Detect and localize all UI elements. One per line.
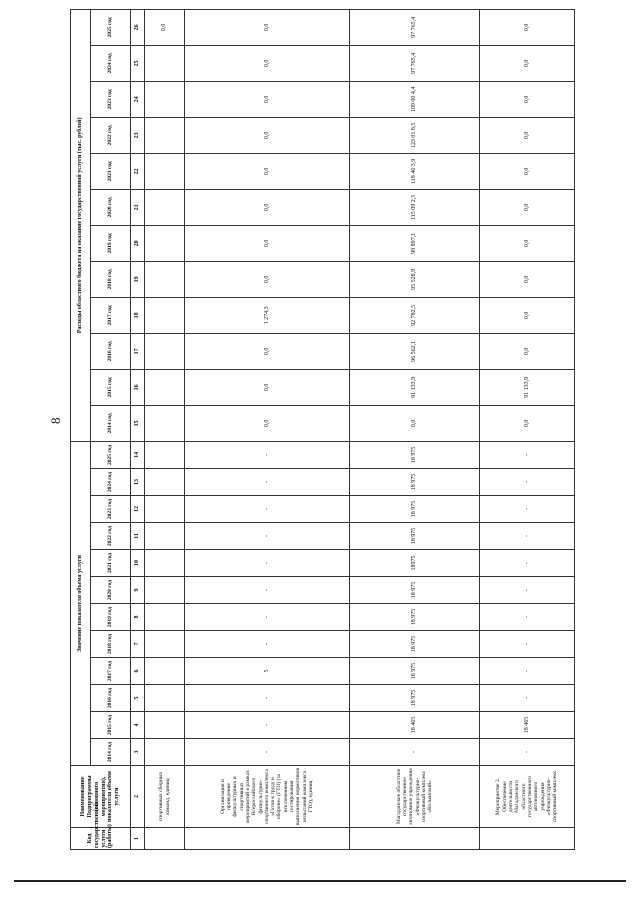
expense-year-header: 2016 год: [91, 333, 131, 369]
volume-cell: -: [185, 712, 350, 739]
volume-cell: [145, 712, 185, 739]
expense-cell: 92 782,5: [350, 297, 480, 333]
expense-cell: [145, 369, 185, 405]
expense-cell: 0,0: [480, 81, 575, 117]
volume-cell: 18 975: [350, 658, 480, 685]
volume-cell: [145, 604, 185, 631]
table-row: [480, 9, 575, 849]
expense-cell: 0,0: [185, 261, 350, 297]
volume-year-header: 2024 год: [91, 469, 131, 496]
expense-year-header: 2021 год: [91, 153, 131, 189]
volume-cell: 5: [185, 658, 350, 685]
volume-year-header: 2020 год: [91, 577, 131, 604]
expense-cell: 0,0: [185, 405, 350, 441]
column-index: 17: [131, 333, 145, 369]
program-name-cell: Организация и проведение физкультурных и спортивных мероприятий в рамках Всероссийского физкультурно-спортивного комплекса «Готов к труду и обороне» (ГТО) (за исключением тестирования выполнения нормативов испытаний комплекса ГТО), единиц: [185, 766, 350, 828]
volume-cell: [145, 496, 185, 523]
expense-cell: 1 274,3: [185, 297, 350, 333]
expense-cell: [145, 405, 185, 441]
column-index: 13: [131, 469, 145, 496]
expense-cell: 95 528,9: [350, 261, 480, 297]
volume-cell: -: [185, 577, 350, 604]
volume-cell: 18 975: [350, 441, 480, 468]
expense-year-header: 2017 год: [91, 297, 131, 333]
expense-cell: [145, 225, 185, 261]
column-index: 9: [131, 577, 145, 604]
expense-cell: 0,0: [185, 81, 350, 117]
expense-cell: 96 562,1: [350, 333, 480, 369]
volume-cell: [145, 631, 185, 658]
expense-cell: 0,0: [185, 117, 350, 153]
expense-cell: [145, 45, 185, 81]
expense-cell: 0,0: [480, 225, 575, 261]
volume-cell: -: [480, 604, 575, 631]
volume-cell: -: [185, 496, 350, 523]
volume-year-header: 2018 год: [91, 631, 131, 658]
column-index: 24: [131, 81, 145, 117]
column-index: 19: [131, 261, 145, 297]
page-number: 8: [48, 417, 63, 424]
expense-cell: [145, 297, 185, 333]
expense-year-header: 2024 год: [91, 45, 131, 81]
expense-cell: 0,0: [480, 405, 575, 441]
expense-cell: 0,0: [480, 45, 575, 81]
expense-cell: [145, 81, 185, 117]
expense-cell: [145, 333, 185, 369]
expense-cell: 91 133,9: [350, 369, 480, 405]
volume-year-header: 2017 год: [91, 658, 131, 685]
volume-year-header: 2022 год: [91, 523, 131, 550]
service-code-cell: [145, 828, 185, 850]
expense-cell: 97 765,4: [350, 45, 480, 81]
program-name-cell: спортивных сборных команд, единиц: [145, 766, 185, 828]
volume-cell: [145, 658, 185, 685]
volume-cell: 18 975: [350, 469, 480, 496]
volume-cell: 18 465: [480, 712, 575, 739]
volume-cell: [145, 577, 185, 604]
expense-year-header: 2018 год: [91, 261, 131, 297]
volume-cell: -: [185, 685, 350, 712]
volume-cell: -: [480, 577, 575, 604]
program-name-cell: Магаданское областное государственное автономное учреждение «Физкультурно-спортивный комплекс «Колымский»: [350, 766, 480, 828]
column-index: 7: [131, 631, 145, 658]
column-index: 2: [131, 766, 145, 828]
expense-cell: [145, 117, 185, 153]
volume-cell: -: [480, 631, 575, 658]
expense-cell: 0,0: [480, 9, 575, 45]
volume-year-header: 2015 год: [91, 712, 131, 739]
service-code-cell: [185, 828, 350, 850]
expense-cell: [145, 261, 185, 297]
expense-cell: 0,0: [480, 333, 575, 369]
volume-year-header: 2019 год: [91, 604, 131, 631]
column-index: 14: [131, 441, 145, 468]
column-index: 21: [131, 189, 145, 225]
table-row: [350, 9, 480, 849]
volume-year-header: 2025 год: [91, 441, 131, 468]
volume-cell: 18 975: [350, 631, 480, 658]
column-index: 23: [131, 117, 145, 153]
expense-cell: 0,0: [185, 225, 350, 261]
volume-cell: -: [185, 631, 350, 658]
expense-cell: [145, 153, 185, 189]
expense-cell: 0,0: [480, 117, 575, 153]
volume-cell: -: [480, 658, 575, 685]
volume-cell: 18 975: [350, 685, 480, 712]
volume-cell: -: [480, 685, 575, 712]
volume-year-header: 2014 год: [91, 739, 131, 766]
volume-cell: [145, 550, 185, 577]
volume-cell: -: [185, 550, 350, 577]
expense-cell: 0,0: [185, 9, 350, 45]
expense-cell: 0,0: [185, 45, 350, 81]
volume-cell: -: [185, 469, 350, 496]
volume-cell: -: [480, 523, 575, 550]
expense-cell: 98 897,1: [350, 225, 480, 261]
expense-cell: 0,0: [145, 9, 185, 45]
expense-year-header: 2025 год: [91, 9, 131, 45]
expense-cell: 0,0: [185, 333, 350, 369]
expense-year-header: 2019 год: [91, 225, 131, 261]
volume-cell: 18975: [350, 550, 480, 577]
volume-cell: -: [350, 739, 480, 766]
expense-cell: 123 01 8,5: [350, 117, 480, 153]
column-index: 5: [131, 685, 145, 712]
expense-cell: 115 09 2,5: [350, 189, 480, 225]
rotated-table-stage: [70, 16, 559, 850]
table-row: [145, 9, 185, 849]
budget-table: [70, 9, 575, 850]
expense-cell: 0,0: [185, 153, 350, 189]
column-index: 8: [131, 604, 145, 631]
expense-cell: 0,0: [480, 189, 575, 225]
table-row: [185, 9, 350, 849]
expense-cell: 0,0: [185, 369, 350, 405]
header-volume-group: Значение показателя объема услуги: [71, 441, 91, 765]
column-index: 16: [131, 369, 145, 405]
service-code-cell: [350, 828, 480, 850]
service-code-cell: [480, 828, 575, 850]
volume-cell: 18 975: [350, 577, 480, 604]
header-expense-group: Расходы областного бюджета на оказание государственной услуги (тыс. рублей): [71, 9, 91, 441]
column-index: 10: [131, 550, 145, 577]
expense-cell: 0,0: [480, 153, 575, 189]
column-index: 26: [131, 9, 145, 45]
expense-cell: [145, 189, 185, 225]
volume-cell: -: [185, 739, 350, 766]
column-index: 12: [131, 496, 145, 523]
expense-cell: 118 46 3,9: [350, 153, 480, 189]
column-index: 11: [131, 523, 145, 550]
expense-cell: 0,0: [480, 297, 575, 333]
column-index: 1: [131, 828, 145, 850]
column-index: 18: [131, 297, 145, 333]
volume-cell: 18 465: [350, 712, 480, 739]
volume-cell: [145, 685, 185, 712]
header-service-code: Код государственной услуги (работы): [71, 828, 131, 850]
volume-cell: -: [185, 441, 350, 468]
volume-cell: [145, 523, 185, 550]
expense-year-header: 2020 год: [91, 189, 131, 225]
expense-cell: 91 133,9: [480, 369, 575, 405]
column-index: 6: [131, 658, 145, 685]
expense-year-header: 2023 год: [91, 81, 131, 117]
volume-cell: -: [480, 550, 575, 577]
column-index: 20: [131, 225, 145, 261]
column-index: 15: [131, 405, 145, 441]
volume-cell: -: [480, 496, 575, 523]
expense-year-header: 2022 год: [91, 117, 131, 153]
volume-year-header: 2021 год: [91, 550, 131, 577]
expense-cell: 0,0: [480, 261, 575, 297]
volume-cell: [145, 441, 185, 468]
volume-cell: -: [480, 469, 575, 496]
volume-cell: -: [480, 441, 575, 468]
expense-cell: 97 765,4: [350, 9, 480, 45]
column-index: 22: [131, 153, 145, 189]
volume-cell: -: [185, 604, 350, 631]
volume-year-header: 2023 год: [91, 496, 131, 523]
volume-cell: 18 975: [350, 604, 480, 631]
bottom-rule: [14, 880, 626, 882]
volume-cell: -: [185, 523, 350, 550]
volume-cell: 18 975: [350, 496, 480, 523]
expense-year-header: 2015 год: [91, 369, 131, 405]
volume-cell: [145, 469, 185, 496]
expense-year-header: 2014 год: [91, 405, 131, 441]
volume-cell: 18 975: [350, 523, 480, 550]
program-name-cell: Мероприятие 2. Обеспечение деятельности Магаданского областного государственного автономного учреждения «Физкультурно-спортивный комплекс: [480, 766, 575, 828]
volume-year-header: 2016 год: [91, 685, 131, 712]
column-index: 25: [131, 45, 145, 81]
volume-cell: [145, 739, 185, 766]
column-index: 4: [131, 712, 145, 739]
expense-cell: 109 00 4,4: [350, 81, 480, 117]
expense-cell: 0,0: [350, 405, 480, 441]
volume-cell: -: [480, 739, 575, 766]
column-index: 3: [131, 739, 145, 766]
expense-cell: 0,0: [185, 189, 350, 225]
header-program-name: Наименование Подпрограммы (основного мероприятия), показателя объема услуги: [71, 766, 131, 828]
